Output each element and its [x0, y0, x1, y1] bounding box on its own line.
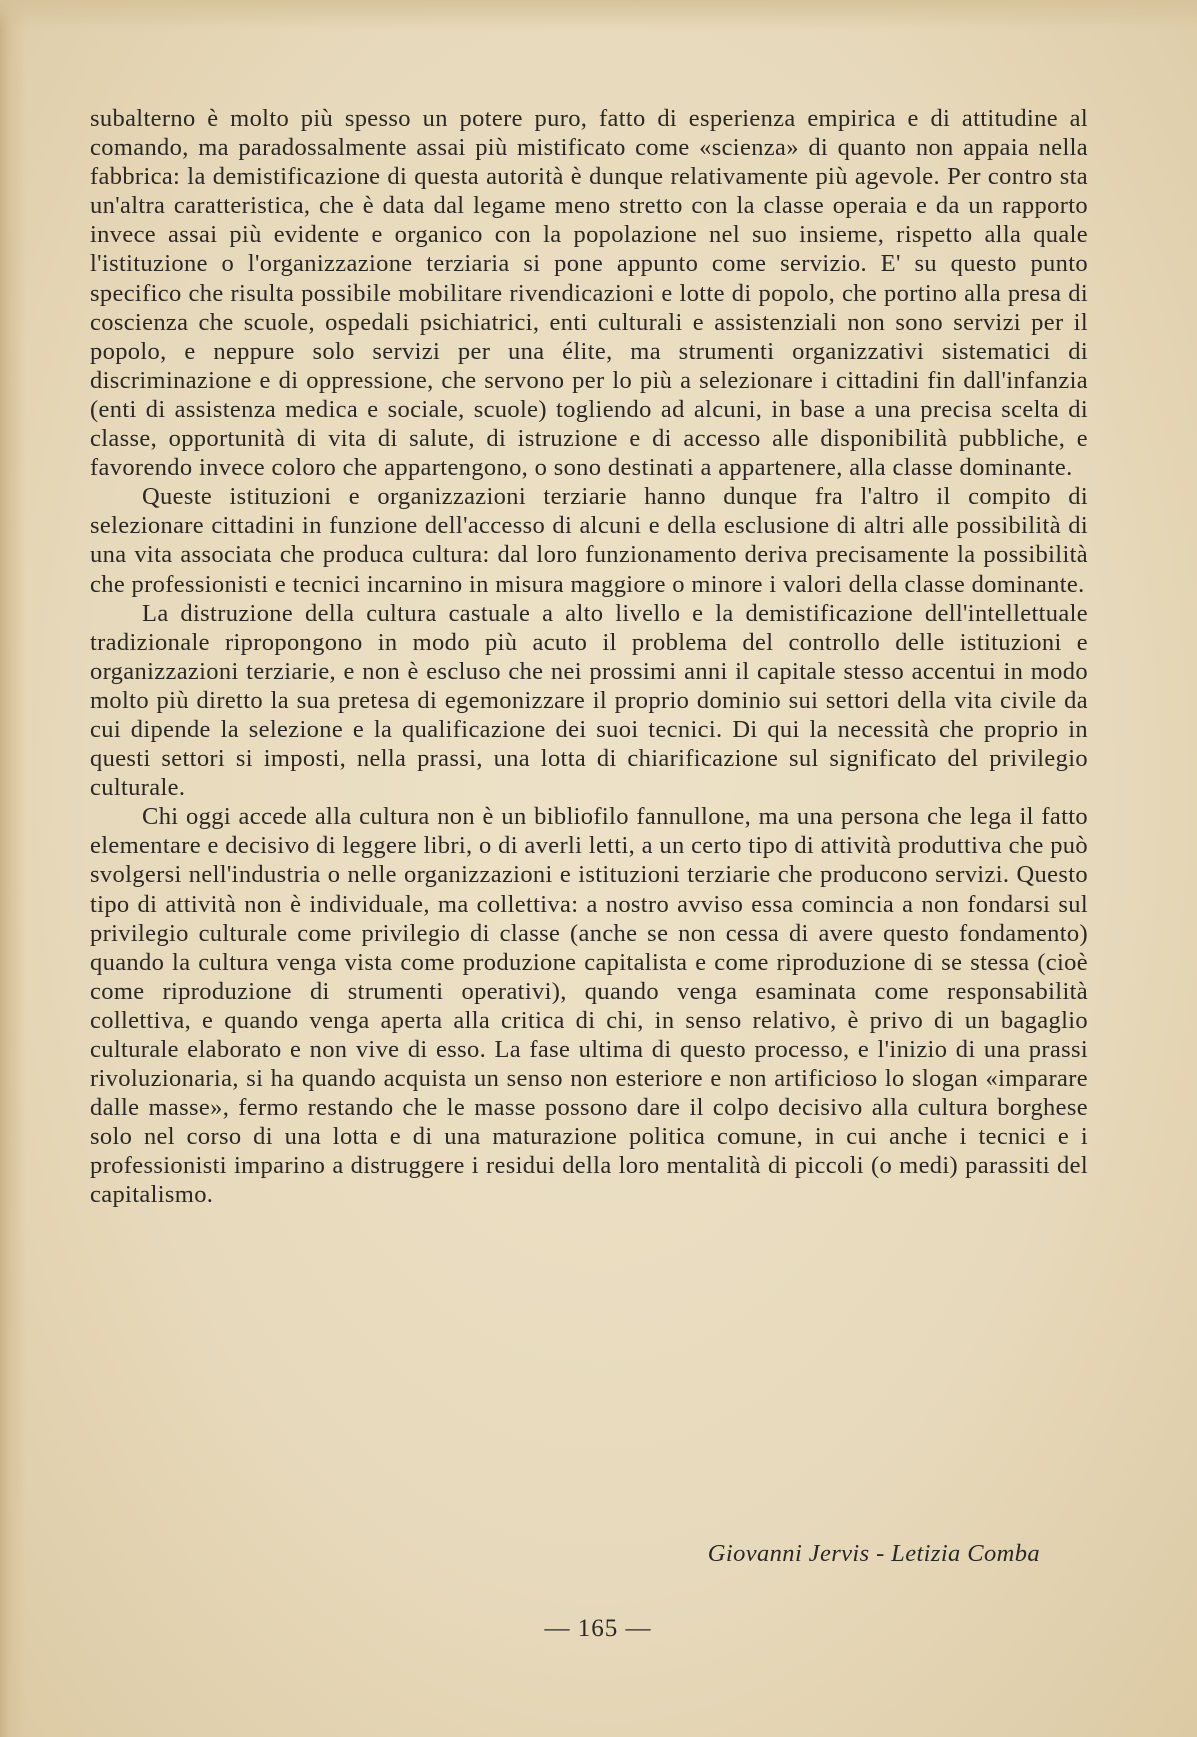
page-number: — 165 — [544, 1615, 652, 1642]
binding-shadow [0, 0, 26, 1737]
paragraph-4: Chi oggi accede alla cultura non è un bibliofilo fannullone, ma una persona che lega il fatto elementare e decisivo di leggere libri, o di averli letti, a un certo tipo di attività produttiva che può svolgersi nell'industria o nelle organizzazioni e istituzioni terziarie che producono servizi. Questo tipo di attività non è individuale, ma collettiva: a nostro avviso essa comincia a non fondarsi sul privilegio culturale come privilegio di classe (anche se non cessa di avere questo fondamento) quando la cultura venga vista come produzione capitalista e come riproduzione di se stessa (cioè come riproduzione di strumenti operativi), quando venga esaminata come responsabilità collettiva, e quando venga aperta alla critica di chi, in senso relativo, è privo di un bagaglio culturale elaborato e non vive di esso. La fase ultima di questo processo, e l'inizio di una prassi rivoluzionaria, si ha quando acquista un senso non esteriore e non artificioso lo slogan «imparare dalle masse», fermo restando che le masse possono dare il colpo decisivo alla cultura borghese solo nel corso di una lotta e di una maturazione politica comune, in cui anche i tecnici e i professionisti imparino a distruggere i residui della loro mentalità di piccoli (o medi) parassiti del capitalismo. [90, 803, 1088, 1209]
paragraph-2: Queste istituzioni e organizzazioni terziarie hanno dunque fra l'altro il compito di selezionare cittadini in funzione dell'accesso di alcuni e della esclusione di altri alle possibilità di una vita associata che produca cultura: dal loro funzionamento deriva precisamente la possibilità che professionisti e tecnici incarnino in misura maggiore o minore i valori della classe dominante. [90, 483, 1088, 598]
author-signature: Giovanni Jervis - Letizia Comba [707, 1540, 1040, 1567]
top-edge-shadow [0, 0, 1197, 30]
paragraph-1: subalterno è molto più spesso un potere puro, fatto di esperienza empirica e di attitudine al comando, ma paradossalmente assai più mistificato come «scienza» di quanto non appaia nella fabbrica: la demistificazione di questa autorità è dunque relativamente più agevole. Per contro sta un'altra caratteristica, che è data dal legame meno stretto con la classe operaia e da un rapporto invece assai più evidente e organico con la popolazione nel suo insieme, rispetto alla quale l'istituzione o l'organizzazione terziaria si pone appunto come servizio. E' su questo punto specifico che risulta possibile mobilitare rivendicazioni e lotte di popolo, che portino alla presa di coscienza che scuole, ospedali psichiatrici, enti culturali e assistenziali non sono servizi per il popolo, e neppure solo servizi per una élite, ma strumenti organizzativi sistematici di discriminazione e di oppressione, che servono per lo più a selezionare i cittadini fin dall'infanzia (enti di assistenza medica e sociale, scuole) togliendo ad alcuni, in base a una precisa scelta di classe, opportunità di vita di salute, di istruzione e di accesso alle disponibilità pubbliche, e favorendo invece coloro che appartengono, o sono destinati a appartenere, alla classe dominante. [90, 105, 1088, 482]
body-text [90, 104, 1088, 1210]
paragraph-3: La distruzione della cultura castuale a alto livello e la demistificazione dell'intellettuale tradizionale ripropongono in modo più acuto il problema del controllo delle istituzioni e organizzazioni terziarie, e non è escluso che nei prossimi anni il capitale stesso accentui in modo molto più diretto la sua pretesa di egemonizzare il proprio dominio sui settori della vita civile da cui dipende la selezione e la qualificazione dei suoi tecnici. Di qui la necessità che proprio in questi settori si imposti, nella prassi, una lotta di chiarificazione sul significato del privilegio culturale. [90, 599, 1088, 802]
